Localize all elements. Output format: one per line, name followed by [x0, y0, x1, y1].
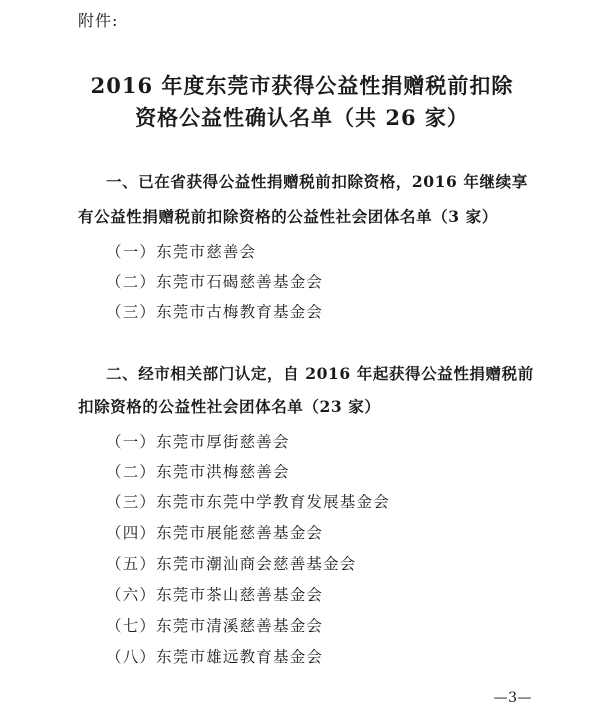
list-item: （一）东莞市慈善会: [106, 243, 257, 261]
list-item: （二）东莞市石碣慈善基金会: [106, 273, 324, 291]
document-title-line-1: 2016 年度东莞市获得公益性捐赠税前扣除: [90, 73, 514, 98]
section-1-heading-line-1: 一、已在省获得公益性捐赠税前扣除资格，2016 年继续享: [106, 172, 528, 191]
list-item: （四）东莞市展能慈善基金会: [106, 524, 324, 542]
section-1-heading-line-2: 有公益性捐赠税前扣除资格的公益性社会团体名单（3 家）: [78, 207, 498, 226]
document-title-line-2: 资格公益性确认名单（共 26 家）: [135, 105, 469, 130]
list-item: （二）东莞市洪梅慈善会: [106, 463, 290, 481]
list-item: （七）东莞市清溪慈善基金会: [106, 617, 324, 635]
list-item: （三）东莞市东莞中学教育发展基金会: [106, 493, 390, 511]
list-item: （五）东莞市潮汕商会慈善基金会: [106, 555, 357, 573]
attachment-label: 附件:: [78, 11, 119, 30]
page-number: —3—: [493, 690, 532, 706]
list-item: （八）东莞市雄远教育基金会: [106, 648, 324, 666]
list-item: （六）东莞市茶山慈善基金会: [106, 586, 324, 604]
list-item: （三）东莞市古梅教育基金会: [106, 303, 324, 321]
list-item: （一）东莞市厚街慈善会: [106, 433, 290, 451]
section-2-heading-line-1: 二、经市相关部门认定，自 2016 年起获得公益性捐赠税前: [106, 364, 534, 383]
section-2-heading-line-2: 扣除资格的公益性社会团体名单（23 家）: [78, 397, 381, 416]
